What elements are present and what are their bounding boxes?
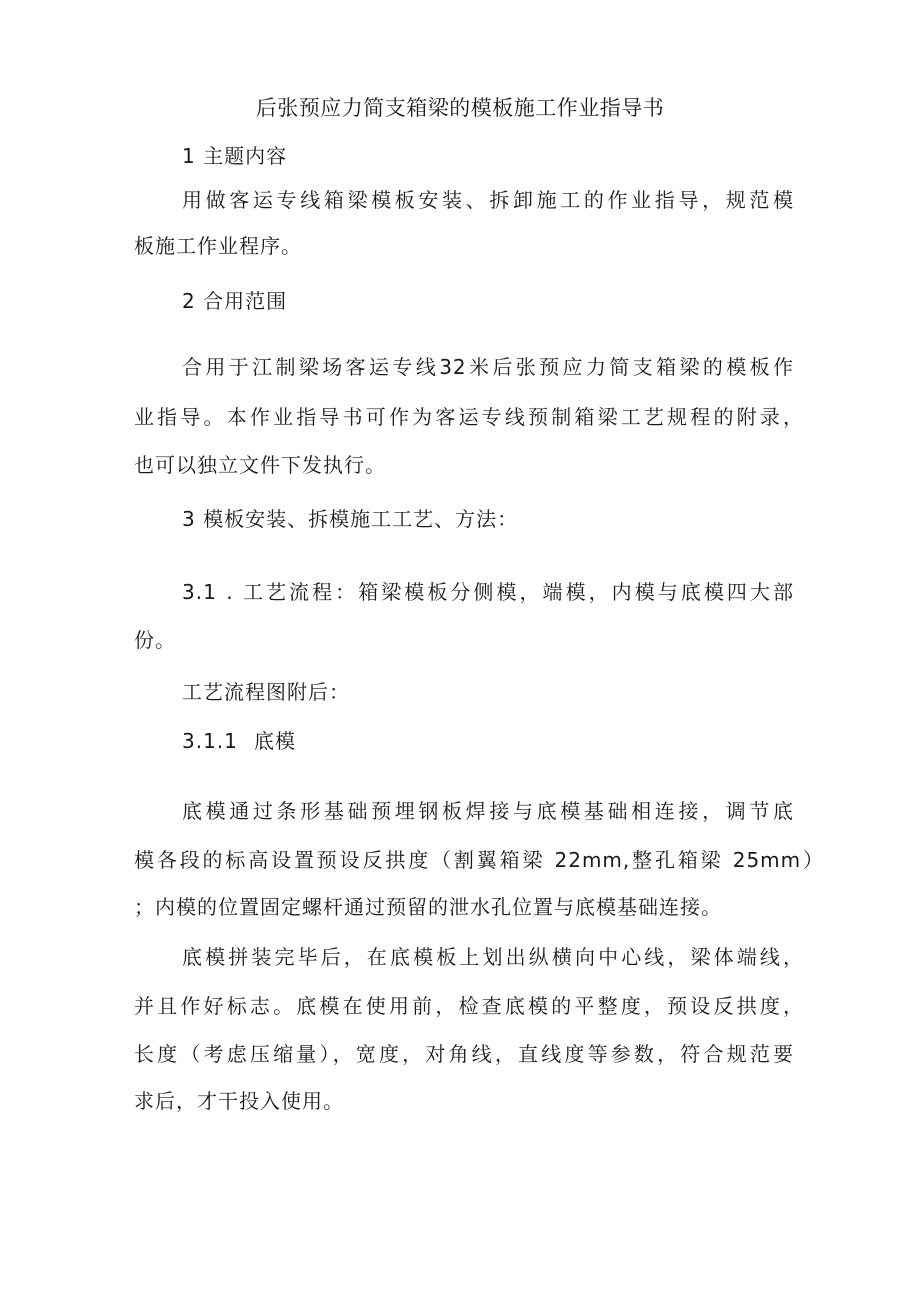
section-2-text-line-3: 也可以独立文件下发执行。 xyxy=(134,453,386,477)
bottom-form-para-1-line-2: 模各段的标高设置预设反拱度（割翼箱梁 22mm,整孔箱梁 25mm） xyxy=(134,848,824,872)
bottom-form-para-2-line-1: 底模拼装完毕后，在底模板上划出纵横向中心线，梁体端线， xyxy=(182,945,804,969)
section-1-heading: 1 主题内容 xyxy=(182,144,288,168)
section-3-heading: 3 模板安装、拆模施工工艺、方法： xyxy=(182,507,519,531)
bottom-form-para-2-line-3: 长度（考虑压缩量），宽度，对角线，直线度等参数，符合规范要 xyxy=(134,1042,794,1066)
bottom-form-para-2-line-4: 求后，才干投入使用。 xyxy=(134,1089,344,1113)
section-2-heading: 2 合用范围 xyxy=(182,289,288,313)
bottom-form-para-2-line-2: 并且作好标志。底模在使用前，检查底模的平整度，预设反拱度， xyxy=(134,994,804,1018)
flow-chart-note: 工艺流程图附后： xyxy=(182,680,350,704)
section-3-1-1-title: 底模 xyxy=(254,729,296,753)
section-3-1-1-heading xyxy=(182,725,296,757)
section-3-1-1-number: 3.1.1 xyxy=(182,729,238,753)
section-2-text-line-1: 合用于江制梁场客运专线32米后张预应力简支箱梁的模板作 xyxy=(182,355,794,379)
section-3-1-text-line-1: 3.1 . 工艺流程：箱梁模板分侧模，端模，内模与底模四大部 xyxy=(182,580,794,604)
bottom-form-para-1-line-1: 底模通过条形基础预埋钢板焊接与底模基础相连接，调节底 xyxy=(182,799,794,823)
section-1-text-line-2: 板施工作业程序。 xyxy=(134,234,302,258)
section-3-1-text-line-2: 份。 xyxy=(134,628,176,652)
section-2-text-line-2: 业指导。本作业指导书可作为客运专线预制箱梁工艺规程的附录， xyxy=(134,405,804,429)
document-title: 后张预应力简支箱梁的模板施工作业指导书 xyxy=(255,96,665,120)
section-1-text-line-1: 用做客运专线箱梁模板安装、拆卸施工的作业指导，规范模 xyxy=(182,188,794,212)
bottom-form-para-1-line-3: ；内模的位置固定螺杆通过预留的泄水孔位置与底模基础连接。 xyxy=(134,895,722,919)
